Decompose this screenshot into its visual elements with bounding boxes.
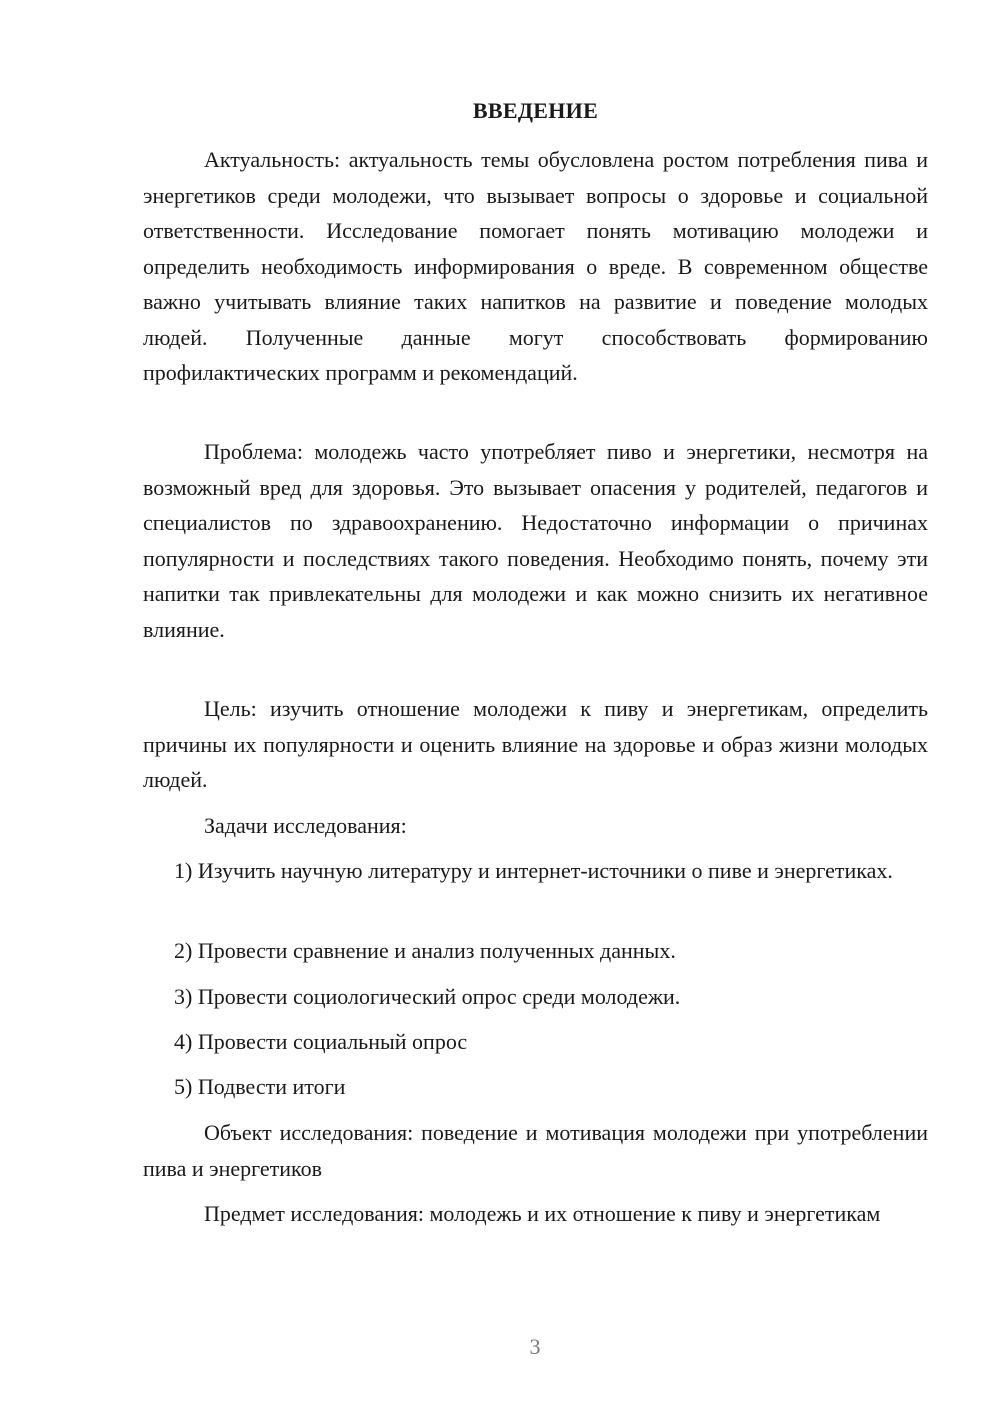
subject-paragraph: Предмет исследования: молодежь и их отношение к пиву и энергетикам	[204, 1201, 881, 1226]
task-item-2: 2) Провести сравнение и анализ полученных данных.	[174, 938, 676, 963]
task-item-4: 4) Провести социальный опрос	[174, 1029, 468, 1054]
goal-paragraph: Цель: изучить отношение молодежи к пиву и энергетикам, определить причины их популярности и оценить влияние на здоровье и образ жизни молодых людей.	[143, 696, 928, 792]
task-item-5: 5) Подвести итоги	[174, 1074, 346, 1099]
tasks-heading: Задачи исследования:	[204, 813, 407, 838]
object-paragraph: Объект исследования: поведение и мотивация молодежи при употреблении пива и энергетиков	[143, 1120, 928, 1181]
relevance-paragraph: Актуальность: актуальность темы обусловлена ростом потребления пива и энергетиков среди молодежи, что вызывает вопросы о здоровье и социальной ответственности. Исследование помогает понять мотивацию молодежи и определить необходимость информирования о вреде. В современном обществе важно учитывать влияние таких напитков на развитие и поведение молодых людей. Полученные данные могут способствовать формированию профилактических программ и рекомендаций.	[143, 147, 928, 385]
task-item-3: 3) Провести социологический опрос среди молодежи.	[174, 984, 681, 1009]
problem-paragraph: Проблема: молодежь часто употребляет пиво и энергетики, несмотря на возможный вред для здоровья. Это вызывает опасения у родителей, педагогов и специалистов по здравоохранению. Недостаточно информации о причинах популярности и последствиях такого поведения. Необходимо понять, почему эти напитки так привлекательны для молодежи и как можно снизить их негативное влияние.	[143, 439, 928, 642]
section-heading: ВВЕДЕНИЕ	[472, 98, 599, 123]
page-number: 3	[529, 1334, 541, 1359]
task-item-1: 1) Изучить научную литературу и интернет-источники о пиве и энергетиках.	[174, 858, 893, 883]
